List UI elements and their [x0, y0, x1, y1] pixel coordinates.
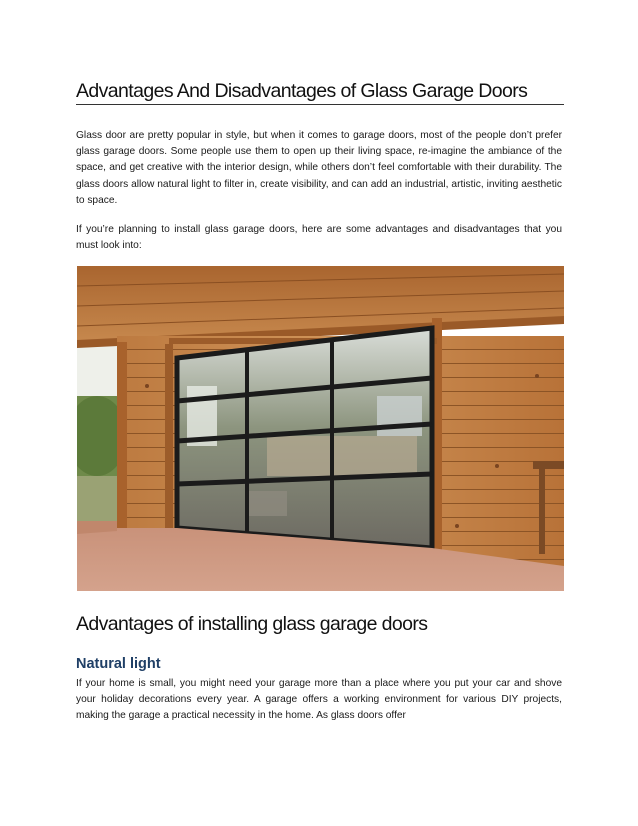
- section-heading: Advantages of installing glass garage doors: [76, 613, 428, 635]
- intro-paragraph: Glass door are pretty popular in style, but when it comes to garage doors, most of the people don’t prefer glass garage doors. Some people use them to open up their living space, re-imagine the ambiance of the space, and get creative with the interior design, while others don’t feel comfortable with their durability. The glass doors allow natural light to filter in, create visibility, and can add an industrial, artistic, inviting aesthetic to space.: [76, 130, 562, 206]
- garage-photo-illustration: [77, 266, 564, 591]
- lead-in-paragraph: If you’re planning to install glass garage doors, here are some advantages and disadvantages that you must look into:: [76, 224, 562, 252]
- body-paragraph: If your home is small, you might need your garage more than a place where you put your car and shove your holiday decorations every year. A garage offers a working environment for various DIY projects, making the garage a practical necessity in the home. As glass doors offer: [76, 678, 562, 722]
- document-title: Advantages And Disadvantages of Glass Garage Doors: [76, 79, 564, 105]
- glass-garage-door-photo: [77, 266, 564, 591]
- subsection-heading: Natural light: [76, 656, 161, 672]
